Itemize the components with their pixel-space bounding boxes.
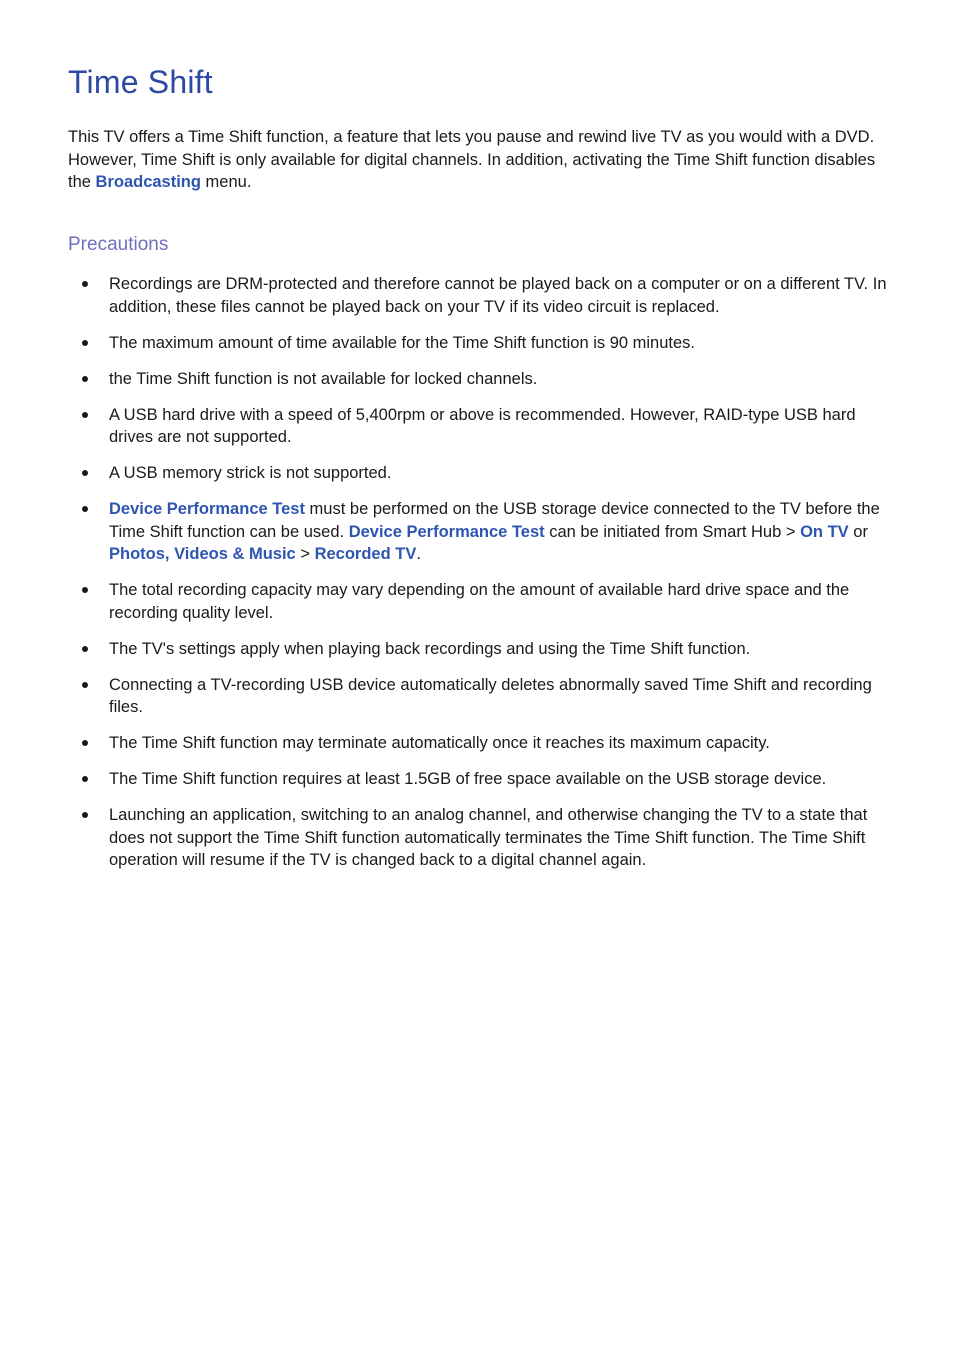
chevron-right-icon: >	[300, 545, 310, 563]
intro-paragraph	[68, 126, 890, 194]
bullet-icon	[82, 281, 88, 287]
list-item-text: or	[848, 522, 868, 541]
bullet-icon	[82, 412, 88, 418]
list-item-text: The maximum amount of time available for the Time Shift function is 90 minutes.	[109, 333, 696, 352]
bullet-icon	[82, 506, 88, 512]
list-item-text: The Time Shift function may terminate automatically once it reaches its maximum capacity.	[109, 734, 770, 752]
list-item-text: Connecting a TV-recording USB device automatically deletes abnormally saved Time Shift and recording files.	[109, 675, 872, 716]
list-item-text: Launching an application, switching to an analog channel, and otherwise changing the TV to a state that does not support the Time Shift function automatically terminates the Time Shift function. The Time Shift operation will resume if the TV is changed back to a digital channel again.	[109, 806, 868, 869]
bullet-icon	[82, 812, 88, 818]
bullet-icon	[82, 776, 88, 782]
precautions-list	[68, 273, 890, 885]
list-item-text: must be performed on the USB storage device connected to the TV before the Time Shift function can be used.	[109, 500, 880, 541]
list-item-text: A USB hard drive with a speed of 5,400rpm or above is recommended. However, RAID-type USB hard drives are not supported.	[109, 405, 856, 446]
device-performance-test-link[interactable]: Device Performance Test	[109, 500, 305, 518]
list-item	[68, 462, 890, 485]
list-item	[68, 404, 890, 449]
list-item-device-test	[68, 498, 890, 566]
list-item-text: .	[416, 545, 421, 563]
list-item	[68, 332, 890, 355]
bullet-icon	[82, 646, 88, 652]
list-item-text: A USB memory strick is not supported.	[109, 464, 392, 482]
list-item	[68, 732, 890, 755]
list-item-text: can be initiated from Smart Hub	[544, 522, 786, 541]
list-item-text: The total recording capacity may vary depending on the amount of available hard drive space and the recording quality level.	[109, 581, 850, 622]
chevron-right-icon: >	[785, 522, 796, 541]
broadcasting-link[interactable]: Broadcasting	[95, 173, 201, 191]
page-title: Time Shift	[68, 64, 213, 100]
list-item	[68, 804, 890, 872]
bullet-icon	[82, 587, 88, 593]
bullet-icon	[82, 470, 88, 476]
photos-videos-music-link[interactable]: Photos, Videos & Music	[109, 545, 296, 563]
list-item	[68, 368, 890, 391]
bullet-icon	[82, 376, 88, 382]
list-item-text: The TV's settings apply when playing back recordings and using the Time Shift function.	[109, 639, 751, 658]
list-item	[68, 273, 890, 318]
list-item	[68, 674, 890, 719]
intro-text: This TV offers a Time Shift function, a feature that lets you pause and rewind live TV as you would with a DVD. However, Time Shift is only available for digital channels. In addition, activating the Time Shift function disables the	[68, 128, 876, 191]
list-item	[68, 638, 890, 661]
device-performance-test-link-2[interactable]: Device Performance Test	[348, 522, 545, 541]
bullet-icon	[82, 740, 88, 746]
precautions-heading: Precautions	[68, 234, 169, 255]
on-tv-link[interactable]: On TV	[800, 522, 849, 541]
list-item	[68, 768, 890, 791]
list-item-text: the Time Shift function is not available for locked channels.	[109, 369, 538, 388]
bullet-icon	[82, 340, 88, 346]
list-item-text: The Time Shift function requires at least 1.5GB of free space available on the USB storage device.	[109, 770, 827, 788]
bullet-icon	[82, 682, 88, 688]
list-item	[68, 579, 890, 624]
recorded-tv-link[interactable]: Recorded TV	[314, 545, 417, 563]
intro-text-end: menu.	[200, 173, 252, 191]
list-item-text: Recordings are DRM-protected and therefore cannot be played back on a computer or on a different TV. In addition, these files cannot be played back on your TV if its video circuit is replaced.	[109, 275, 887, 316]
